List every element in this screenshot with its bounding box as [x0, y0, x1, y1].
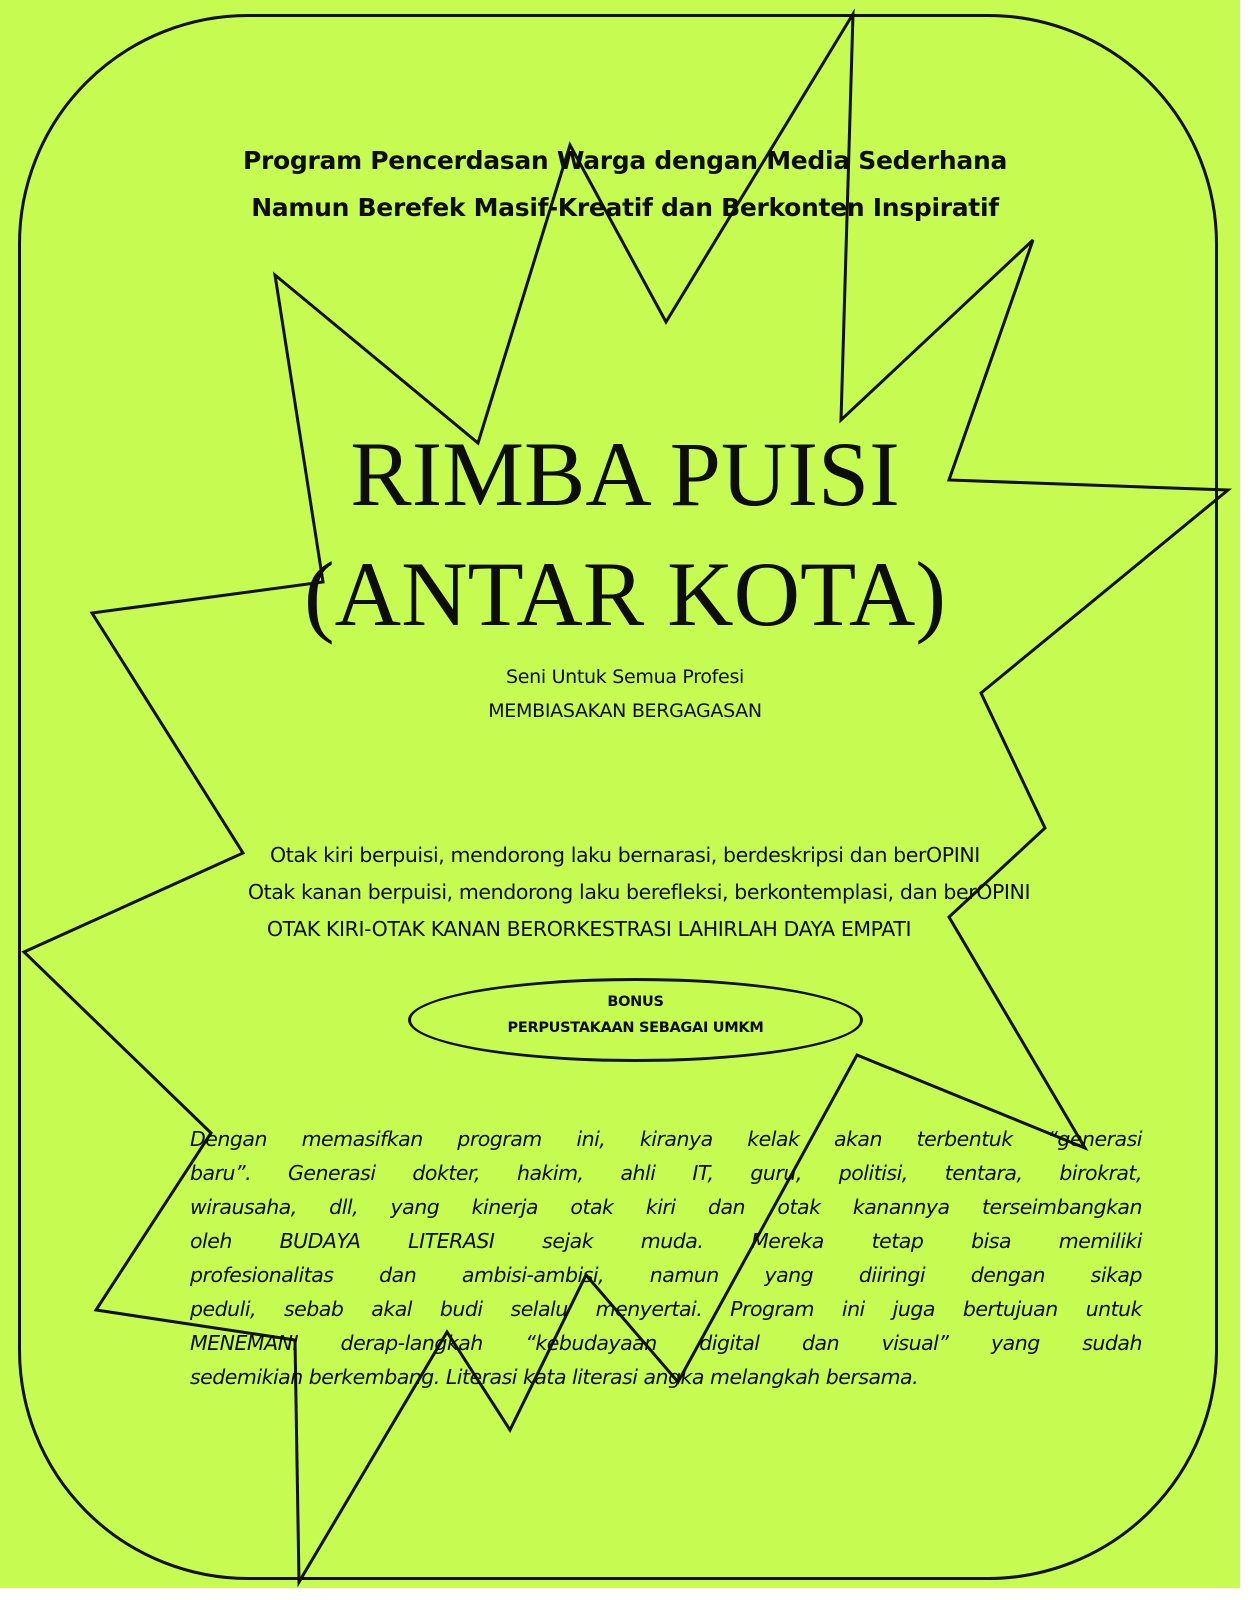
subtitle-line-2: MEMBIASAKAN BERGAGASAN: [488, 700, 762, 722]
subtitle-line-1: Seni Untuk Semua Profesi: [505, 666, 745, 688]
statement-orchestration: OTAK KIRI-OTAK KANAN BERORKESTRASI LAHIRLAH DAYA EMPATI: [266, 917, 912, 941]
bonus-text: PERPUSTAKAAN SEBAGAI UMKM: [507, 1020, 764, 1036]
header-line-1: Program Pencerdasan Warga dengan Media Sederhana: [242, 146, 1008, 175]
bonus-label: BONUS: [607, 994, 664, 1010]
header-line-2: Namun Berefek Masif-Kreatif dan Berkonten Inspiratif: [251, 193, 999, 222]
paragraph-line: profesionalitas dan ambisi-ambisi, namun yang diiringi dengan sikap: [190, 1263, 1142, 1287]
title-line-2: (ANTAR KOTA): [304, 543, 946, 645]
paragraph-line: MENEMANI derap-langkah “kebudayaan digital dan visual” yang sudah: [190, 1331, 1142, 1355]
paragraph-line: oleh BUDAYA LITERASI sejak muda. Mereka tetap bisa memiliki: [190, 1229, 1142, 1253]
title-line-1: RIMBA PUISI: [350, 423, 900, 525]
statement-right-brain: Otak kanan berpuisi, mendorong laku berefleksi, berkontemplasi, dan berOPINI: [247, 880, 1031, 904]
paragraph-line: baru”. Generasi dokter, hakim, ahli IT, guru, politisi, tentara, birokrat,: [190, 1161, 1142, 1185]
paragraph-line: peduli, sebab akal budi selalu menyertai. Program ini juga bertujuan untuk: [190, 1297, 1142, 1321]
paragraph-line: Dengan memasifkan program ini, kiranya kelak akan terbentuk “generasi: [190, 1127, 1142, 1151]
description-paragraph: [190, 1122, 1142, 1394]
statement-left-brain: Otak kiri berpuisi, mendorong laku bernarasi, berdeskripsi dan berOPINI: [270, 843, 980, 867]
paragraph-line: sedemikian berkembang. Literasi kata literasi angka melangkah bersama.: [190, 1365, 919, 1389]
paragraph-line: wirausaha, dll, yang kinerja otak kiri dan otak kanannya terseimbangkan: [190, 1195, 1142, 1219]
